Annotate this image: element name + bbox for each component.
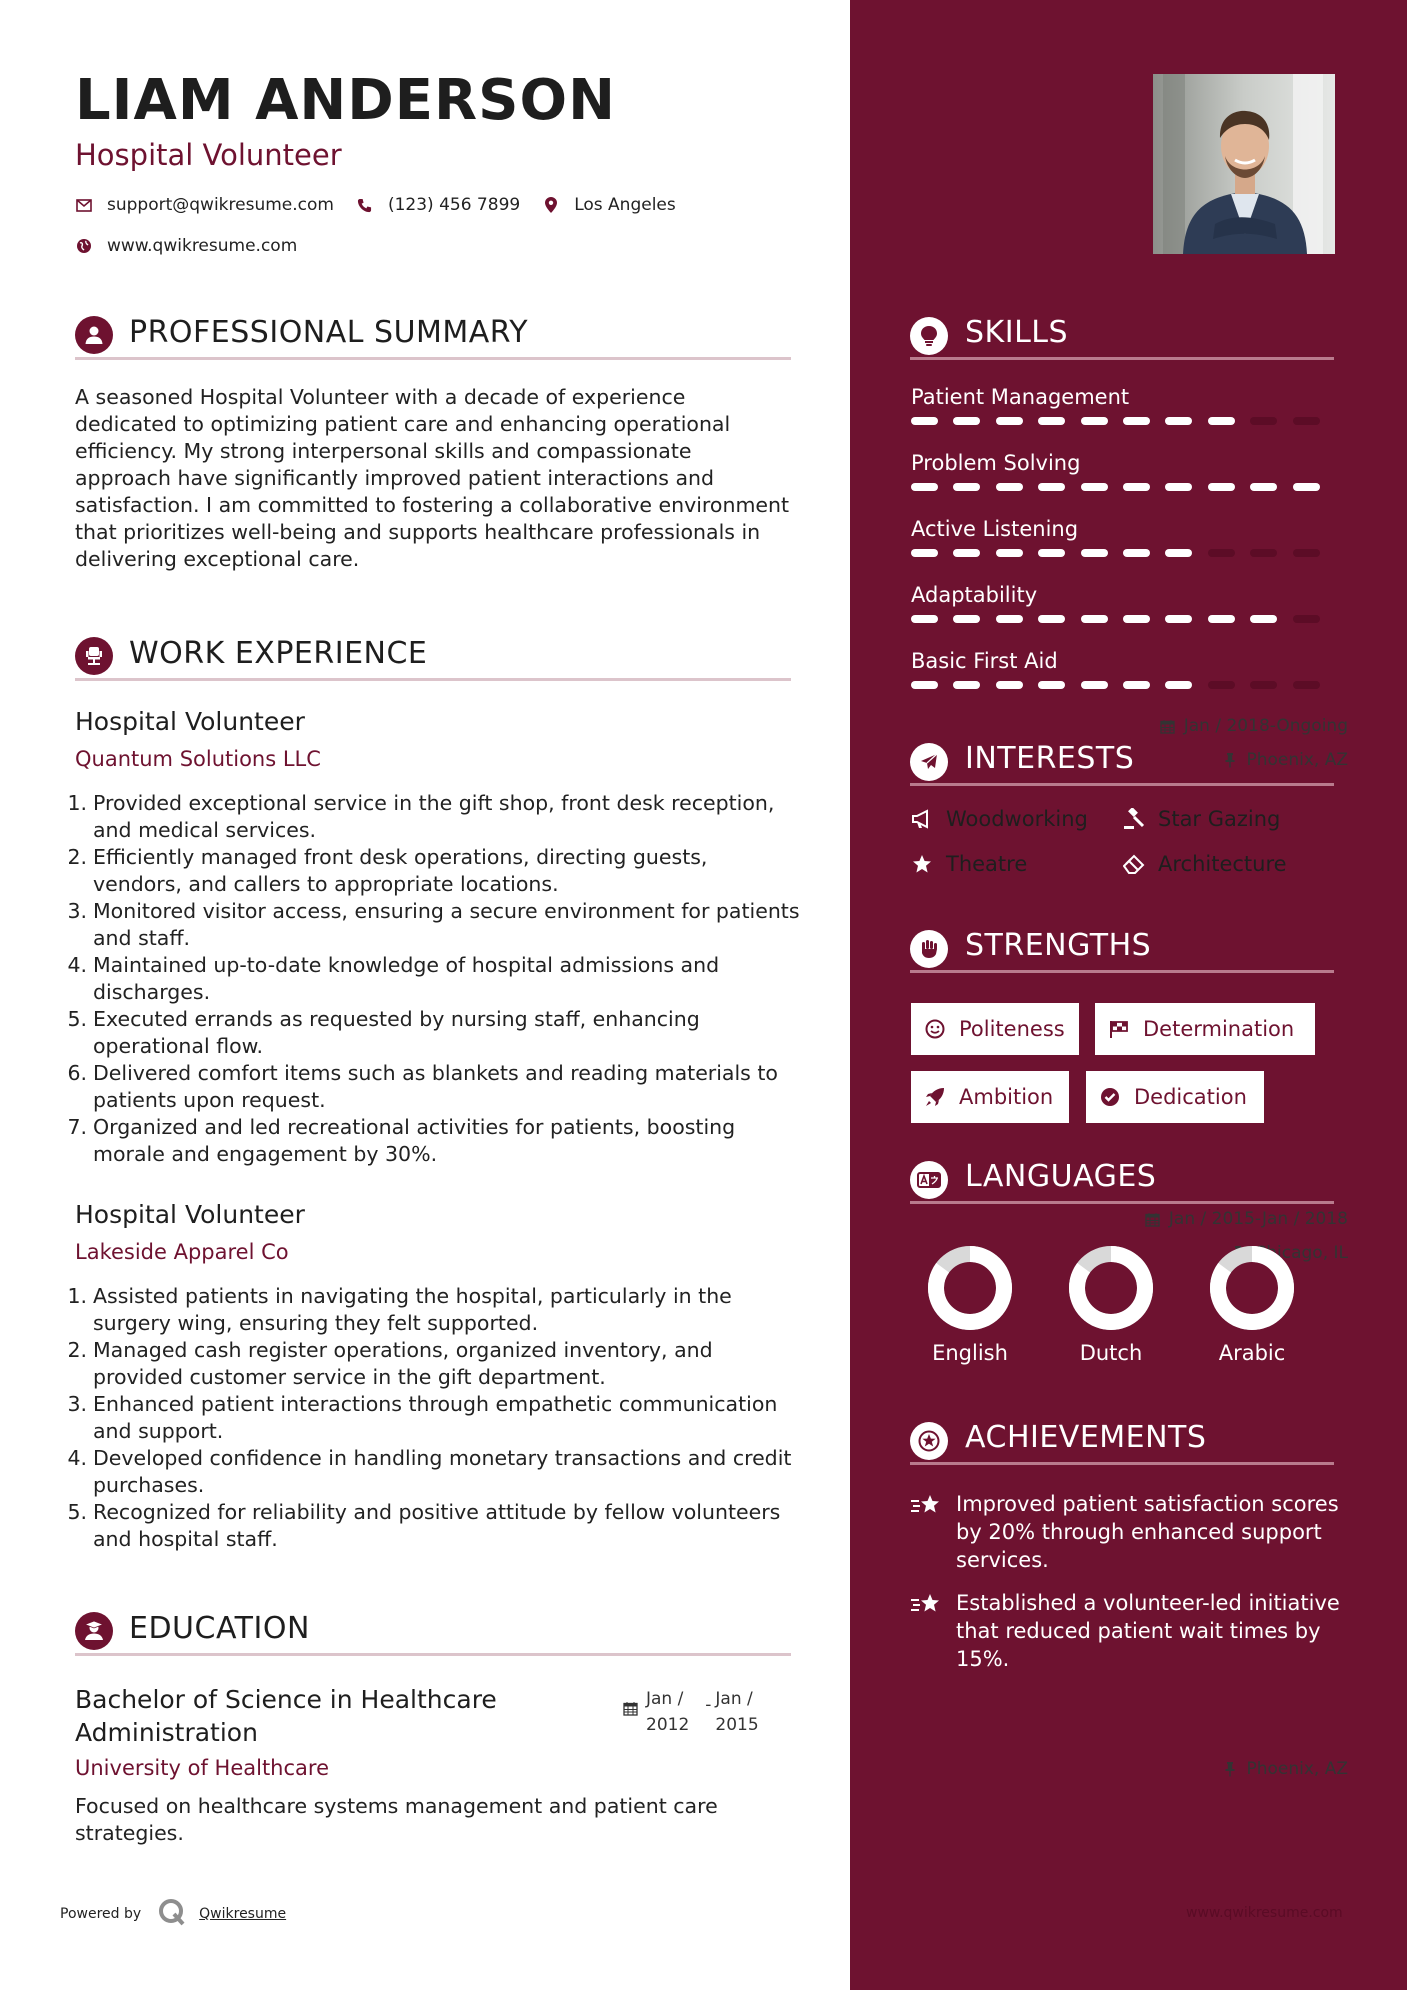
skill-dash (911, 417, 938, 425)
achievement-item: Established a volunteer-led initiative that reduced patient wait times by 15%. (910, 1589, 1350, 1673)
language-item: Dutch (1051, 1243, 1171, 1365)
skill-rating (911, 615, 1335, 623)
skill-rating (911, 549, 1335, 557)
list-item: 5. Executed errands as requested by nursing staff, enhancing operational flow. (67, 1007, 700, 1058)
check-circle-icon (1098, 1085, 1122, 1109)
interest-item: Theatre (910, 852, 1027, 876)
map-marker-icon (542, 196, 560, 214)
skill-dash (996, 615, 1023, 623)
job-date: Jan / 2018-Ongoing (1160, 716, 1348, 736)
strength-badge: Ambition (911, 1071, 1069, 1123)
list-item: 1. Assisted patients in navigating the hospital, particularly in the surgery wing, ensuring they felt supported. (67, 1284, 732, 1335)
school-name: University of Healthcare (75, 1756, 329, 1780)
skill-dash (953, 417, 980, 425)
skill-dash (1081, 483, 1108, 491)
paper-plane-icon (910, 743, 948, 781)
degree-title: Bachelor of Science in Healthcare Administration (75, 1685, 497, 1747)
skill-dash (1250, 549, 1277, 557)
skill-dash (911, 681, 938, 689)
lightbulb-icon (910, 317, 948, 355)
skill-dash (1038, 615, 1065, 623)
language-level-ring (1207, 1243, 1297, 1333)
skill-dash (1293, 681, 1320, 689)
qwikresume-logo-icon (157, 1897, 187, 1931)
skill-dash (1081, 681, 1108, 689)
skill-dash (1250, 483, 1277, 491)
education-date: Jan / 2012 - Jan / 2015 (622, 1686, 759, 1738)
skill-dash (1293, 549, 1320, 557)
list-item: 2. Managed cash register operations, organized inventory, and provided customer service in the gift department. (67, 1338, 713, 1389)
skill-dash (1123, 681, 1150, 689)
skill-dash (1165, 417, 1192, 425)
translate-icon (910, 1161, 948, 1199)
interest-item: Woodworking (910, 807, 1088, 831)
profile-photo (1153, 74, 1335, 254)
skill-dash (1081, 549, 1108, 557)
shooting-star-icon (910, 1490, 944, 1518)
calendar-icon (1145, 1211, 1161, 1227)
email-link[interactable]: support@qwikresume.com (107, 195, 334, 215)
office-chair-icon (75, 637, 113, 675)
job-title: Hospital Volunteer (75, 707, 305, 736)
languages-section-header (910, 1156, 1334, 1204)
work-section-header (75, 633, 791, 681)
strength-badge: Politeness (911, 1003, 1079, 1055)
skill-dash (1038, 483, 1065, 491)
skill-dash (1250, 615, 1277, 623)
list-item: 6. Delivered comfort items such as blankets and reading materials to patients upon request. (67, 1061, 778, 1112)
skill-item: Patient Management (911, 385, 1335, 425)
company-name: Quantum Solutions LLC (75, 747, 321, 771)
rocket-icon (923, 1085, 947, 1109)
skills-section-header (910, 312, 1334, 360)
skill-dash (1208, 483, 1235, 491)
skill-rating (911, 417, 1335, 425)
company-name: Lakeside Apparel Co (75, 1240, 289, 1264)
gavel-icon (1122, 808, 1146, 830)
list-item: 2. Efficiently managed front desk operations, directing guests, vendors, and callers to appropriate locations. (67, 845, 708, 896)
eraser-icon (1122, 853, 1146, 875)
graduation-cap-icon (75, 1612, 113, 1650)
candidate-title: Hospital Volunteer (75, 138, 342, 172)
language-level-ring (925, 1243, 1015, 1333)
megaphone-icon (910, 808, 934, 830)
skill-dash (1081, 417, 1108, 425)
skill-rating (911, 681, 1335, 689)
skill-dash (953, 615, 980, 623)
skill-dash (1250, 417, 1277, 425)
skill-dash (1208, 681, 1235, 689)
skill-dash (1165, 681, 1192, 689)
smile-icon (923, 1017, 947, 1041)
job-bullets (66, 790, 801, 1168)
candidate-name: LIAM ANDERSON (75, 68, 616, 133)
skill-item: Adaptability (911, 583, 1335, 623)
user-icon (75, 316, 113, 354)
calendar-icon (622, 1700, 638, 1716)
section-title-skills: SKILLS (965, 315, 1069, 350)
summary-section-header (75, 312, 791, 360)
shooting-star-icon (910, 1589, 944, 1617)
skill-dash (1123, 615, 1150, 623)
flag-icon (1107, 1017, 1131, 1041)
skill-dash (1293, 417, 1320, 425)
education-description: Focused on healthcare systems management and patient care strategies. (75, 1794, 718, 1845)
skill-dash (1208, 615, 1235, 623)
skill-dash (1165, 615, 1192, 623)
achievement-item: Improved patient satisfaction scores by 20% through enhanced support services. (910, 1490, 1350, 1574)
skill-dash (953, 549, 980, 557)
strengths-section-header (910, 925, 1334, 973)
skill-dash (1038, 549, 1065, 557)
section-title-education: EDUCATION (129, 1611, 310, 1646)
job-bullets (66, 1283, 801, 1553)
achievements-section-header (910, 1417, 1334, 1465)
skill-dash (996, 417, 1023, 425)
list-item: 3. Enhanced patient interactions through empathetic communication and support. (67, 1392, 778, 1443)
skill-dash (1165, 483, 1192, 491)
skill-dash (996, 483, 1023, 491)
phone-icon (356, 196, 374, 214)
section-title-languages: LANGUAGES (965, 1159, 1157, 1194)
skill-dash (1208, 549, 1235, 557)
language-item: Arabic (1192, 1243, 1312, 1365)
footer-url: www.qwikresume.com (1186, 1905, 1343, 1921)
skill-dash (911, 483, 938, 491)
language-level-ring (1066, 1243, 1156, 1333)
strength-badge: Dedication (1086, 1071, 1264, 1123)
powered-by: Powered by Qwikresume (60, 1897, 286, 1931)
skill-dash (996, 549, 1023, 557)
skill-dash (953, 681, 980, 689)
skill-dash (911, 615, 938, 623)
language-item: English (910, 1243, 1030, 1365)
list-item: 1. Provided exceptional service in the gift shop, front desk reception, and medical services. (67, 791, 775, 842)
skill-dash (1293, 483, 1320, 491)
section-title-achievements: ACHIEVEMENTS (965, 1420, 1207, 1455)
skill-dash (1250, 681, 1277, 689)
star-badge-icon (910, 1422, 948, 1460)
skill-dash (1123, 417, 1150, 425)
job-date: Jan / 2015-Jan / 2018 (1145, 1209, 1348, 1229)
skill-dash (1208, 417, 1235, 425)
strength-badge: Determination (1095, 1003, 1315, 1055)
job-location: Chicago, IL (1230, 1243, 1348, 1263)
skill-dash (953, 483, 980, 491)
list-item: 4. Maintained up-to-date knowledge of hospital admissions and discharges. (67, 953, 720, 1004)
envelope-icon (75, 196, 93, 214)
education-location: Phoenix, AZ (1222, 1759, 1348, 1779)
skill-item: Problem Solving (911, 451, 1335, 491)
star-icon (910, 853, 934, 875)
list-item: 3. Monitored visitor access, ensuring a secure environment for patients and staff. (67, 899, 800, 950)
list-item: 5. Recognized for reliability and positive attitude by fellow volunteers and hospital staff. (67, 1500, 781, 1551)
calendar-icon (1160, 718, 1176, 734)
skill-dash (1293, 615, 1320, 623)
section-title-work: WORK EXPERIENCE (129, 636, 428, 671)
job-location: Phoenix, AZ (1222, 750, 1348, 770)
skill-dash (1165, 549, 1192, 557)
website-link[interactable]: www.qwikresume.com (107, 236, 298, 256)
skill-item: Active Listening (911, 517, 1335, 557)
section-title-summary: PROFESSIONAL SUMMARY (129, 315, 529, 350)
list-item: 4. Developed confidence in handling monetary transactions and credit purchases. (67, 1446, 792, 1497)
contact-info (75, 192, 815, 274)
skill-dash (1123, 483, 1150, 491)
qwikresume-link[interactable]: Qwikresume (199, 1906, 287, 1922)
job-title: Hospital Volunteer (75, 1200, 305, 1229)
pushpin-icon (1222, 1761, 1238, 1777)
skill-dash (911, 549, 938, 557)
globe-icon (75, 237, 93, 255)
skill-item: Basic First Aid (911, 649, 1335, 689)
summary-text: A seasoned Hospital Volunteer with a decade of experience dedicated to optimizing patient care and enhancing operational efficiency. My strong interpersonal skills and compassionate approach have significantly improved patient interactions and satisfaction. I am committed to fostering a collaborative environment that prioritizes well-being and supports healthcare professionals in delivering exceptional care. (75, 385, 790, 571)
skill-dash (1081, 615, 1108, 623)
skill-dash (1038, 417, 1065, 425)
section-title-interests: INTERESTS (965, 741, 1135, 776)
list-item: 7. Organized and led recreational activities for patients, boosting morale and engagement by 30%. (67, 1115, 736, 1166)
sidebar-column (850, 0, 1407, 1990)
skill-dash (1038, 681, 1065, 689)
skill-rating (911, 483, 1335, 491)
interest-item: Architecture (1122, 852, 1287, 876)
skill-dash (1123, 549, 1150, 557)
education-section-header (75, 1608, 791, 1656)
interests-section-header (910, 738, 1334, 786)
location-text: Los Angeles (574, 195, 676, 215)
phone-number[interactable]: (123) 456 7899 (387, 195, 521, 215)
fist-icon (910, 930, 948, 968)
section-title-strengths: STRENGTHS (965, 928, 1152, 963)
interest-item: Star Gazing (1122, 807, 1280, 831)
skill-dash (996, 681, 1023, 689)
